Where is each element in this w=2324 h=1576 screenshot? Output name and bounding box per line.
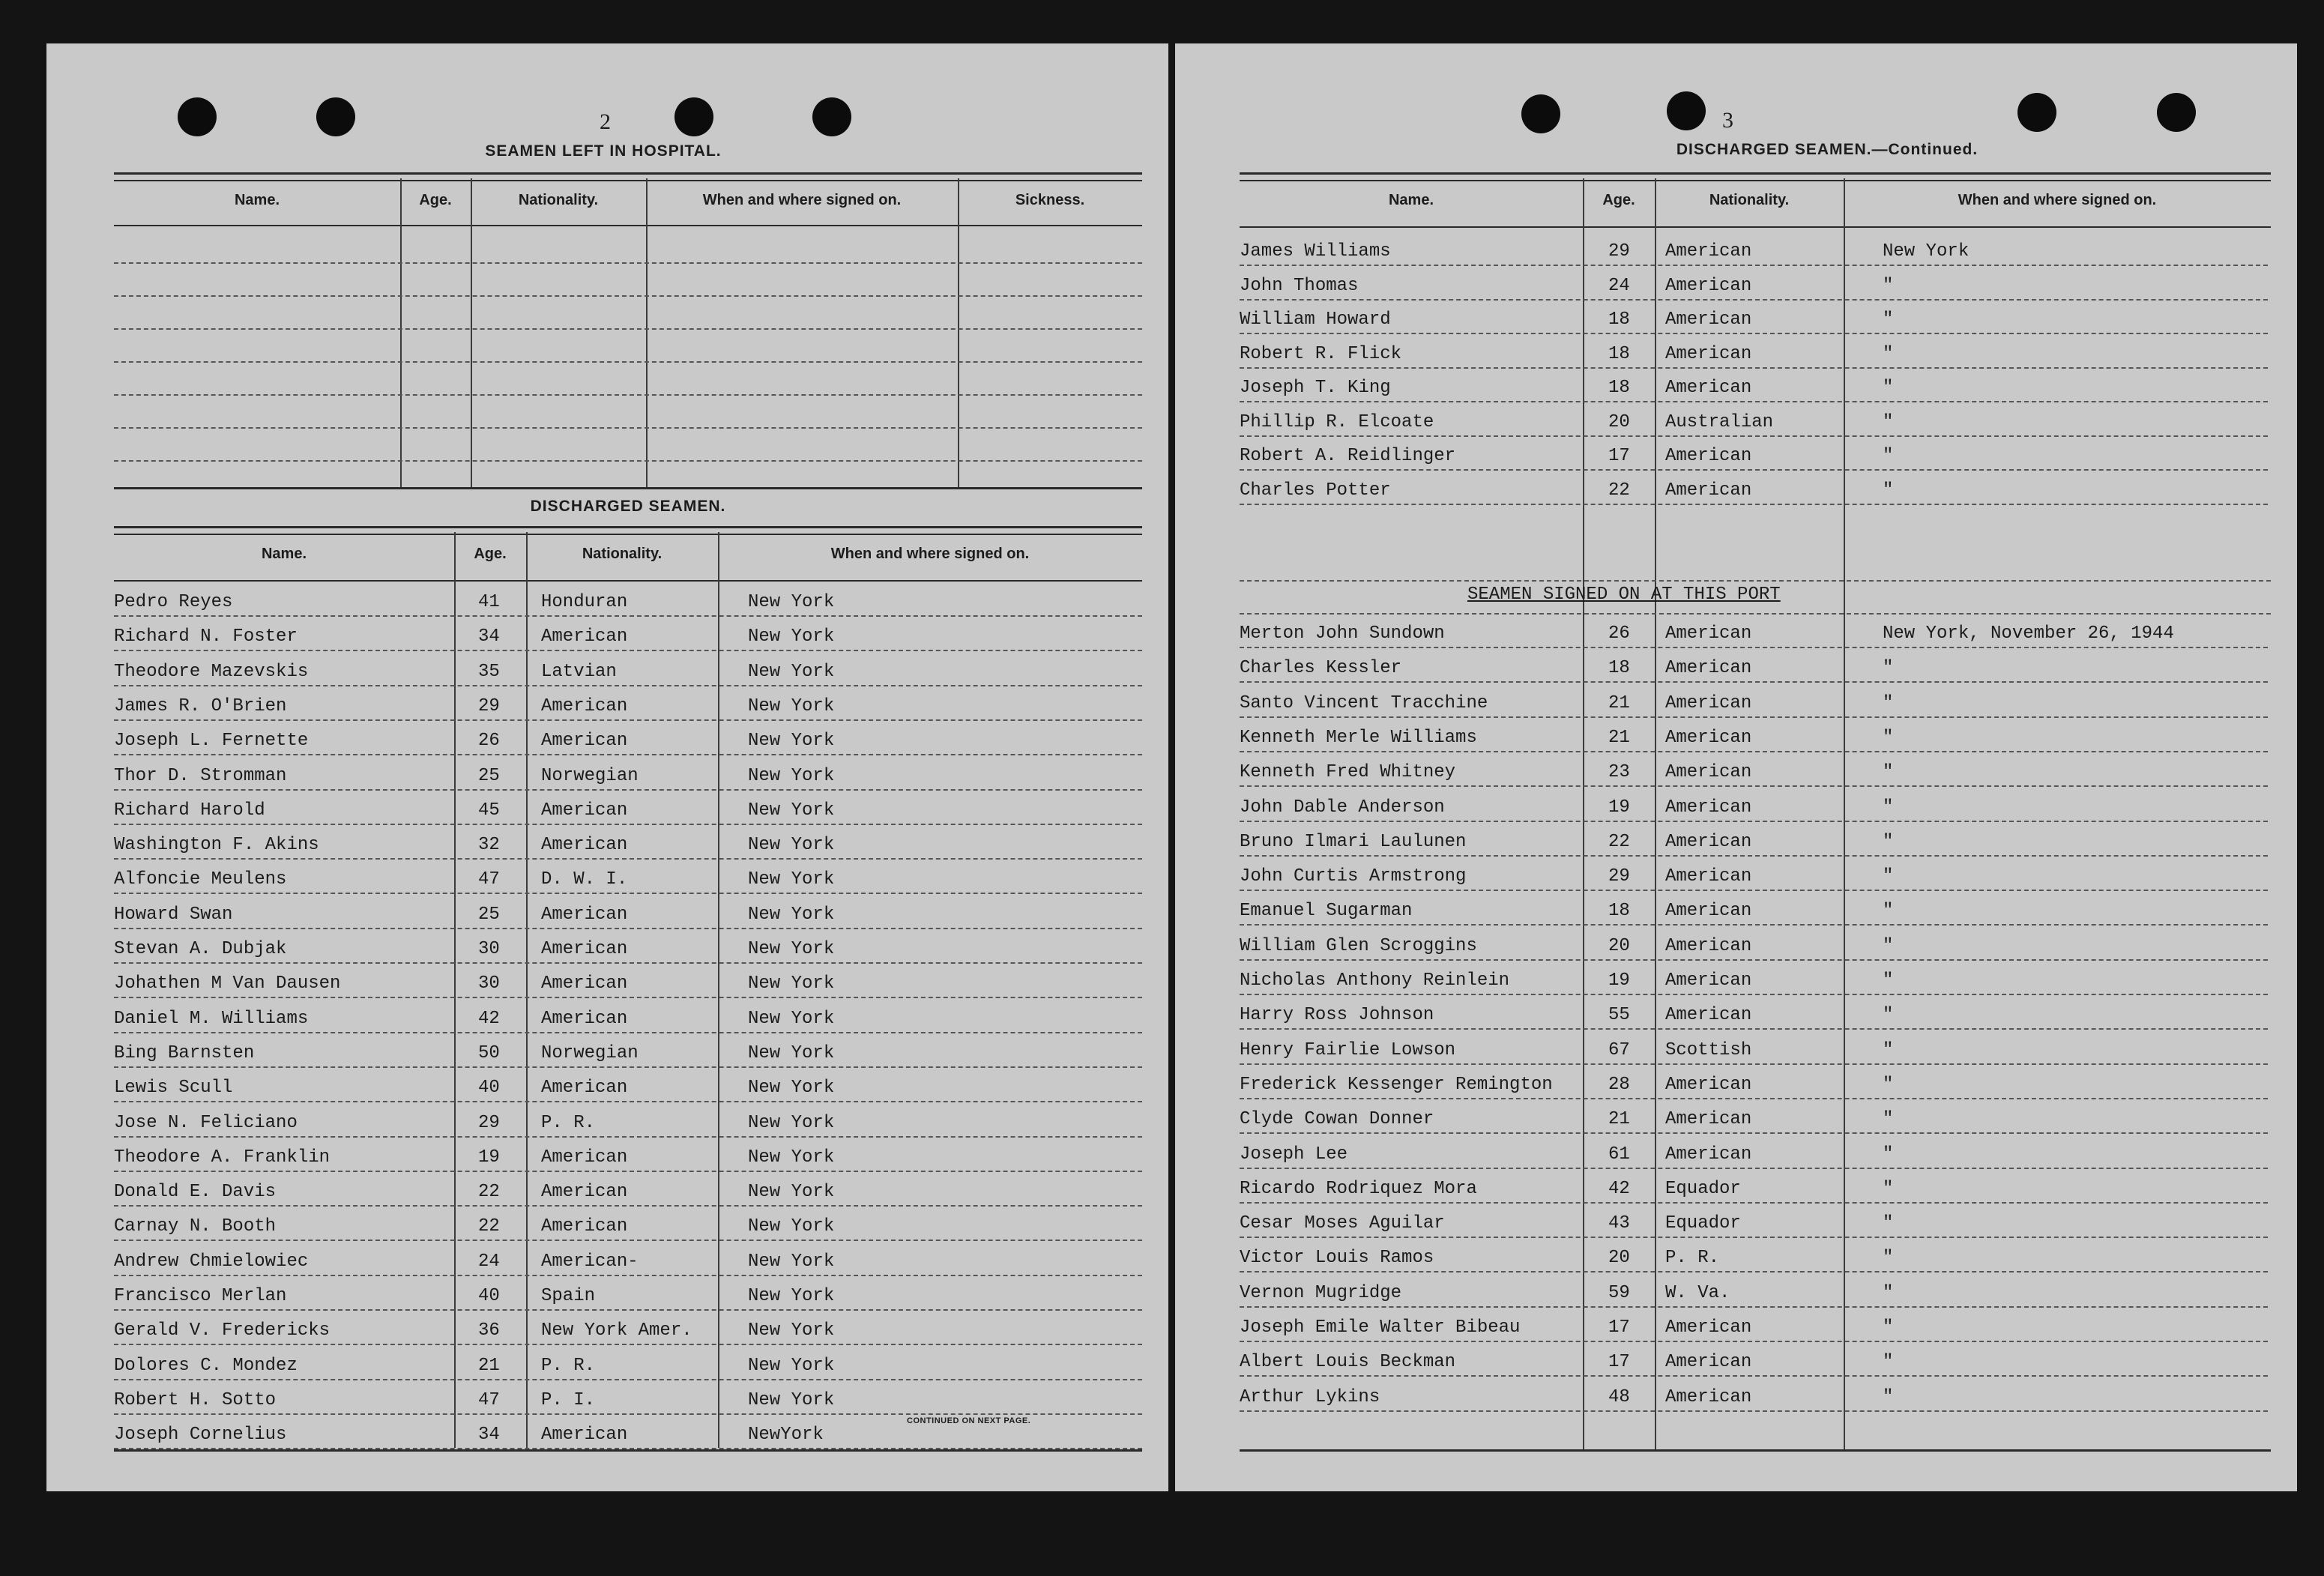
- seaman-age: 17: [1608, 446, 1630, 466]
- seaman-age: 36: [478, 1320, 500, 1341]
- seaman-nationality: American: [1665, 658, 1752, 679]
- seaman-name: Joseph Lee: [1240, 1144, 1348, 1165]
- seaman-age: 61: [1608, 1144, 1630, 1165]
- seaman-age: 26: [478, 731, 500, 752]
- seaman-nationality: American: [1665, 241, 1752, 262]
- seaman-age: 40: [478, 1078, 500, 1099]
- seaman-age: 28: [1608, 1074, 1630, 1095]
- seaman-signed-on: ": [1883, 343, 1894, 364]
- seaman-nationality: American: [1665, 1109, 1752, 1130]
- page-number: 2: [600, 109, 611, 134]
- seaman-nationality: American: [1665, 935, 1752, 956]
- discharged-section-title: DISCHARGED SEAMEN.: [530, 498, 726, 515]
- seaman-nationality: American: [541, 973, 628, 994]
- seaman-age: 17: [1608, 1317, 1630, 1338]
- continued-header-age: Age.: [1602, 192, 1635, 208]
- seaman-age: 41: [478, 592, 500, 612]
- seaman-nationality: Australian: [1665, 411, 1774, 432]
- discharged-header-signed-on: When and where signed on.: [830, 546, 1030, 562]
- seaman-age: 67: [1608, 1039, 1630, 1060]
- seaman-name: Kenneth Merle Williams: [1240, 727, 1477, 748]
- seaman-nationality: Honduran: [541, 592, 628, 612]
- seaman-age: 17: [1608, 1352, 1630, 1373]
- seaman-signed-on: New York: [748, 1182, 835, 1203]
- seaman-age: 42: [1608, 1178, 1630, 1199]
- seaman-name: Albert Louis Beckman: [1240, 1352, 1456, 1373]
- seaman-signed-on: New York: [748, 800, 835, 821]
- seaman-nationality: Norwegian: [541, 765, 639, 786]
- seaman-signed-on: ": [1883, 727, 1894, 748]
- seaman-signed-on: ": [1883, 831, 1894, 852]
- seaman-signed-on: New York: [748, 869, 835, 890]
- seaman-age: 55: [1608, 1005, 1630, 1026]
- right-page: [1175, 43, 2297, 1491]
- seaman-name: Joseph Cornelius: [114, 1425, 287, 1446]
- seaman-age: 47: [478, 1389, 500, 1410]
- seaman-age: 21: [1608, 692, 1630, 713]
- seaman-signed-on: ": [1883, 275, 1894, 296]
- seaman-nationality: American-: [541, 1251, 639, 1272]
- seaman-age: 23: [1608, 762, 1630, 783]
- seaman-age: 50: [478, 1042, 500, 1063]
- seaman-signed-on: ": [1883, 1039, 1894, 1060]
- seaman-age: 42: [478, 1008, 500, 1029]
- seaman-nationality: Equador: [1665, 1178, 1741, 1199]
- seaman-signed-on: New York: [748, 1112, 835, 1133]
- seaman-signed-on: New York: [748, 592, 835, 612]
- seaman-signed-on: ": [1883, 480, 1894, 501]
- seaman-age: 25: [478, 904, 500, 925]
- seaman-name: Robert R. Flick: [1240, 343, 1402, 364]
- seaman-age: 45: [478, 800, 500, 821]
- seaman-name: Alfoncie Meulens: [114, 869, 287, 890]
- seaman-nationality: American: [541, 695, 628, 716]
- seaman-age: 20: [1608, 411, 1630, 432]
- seaman-name: Gerald V. Fredericks: [114, 1320, 331, 1341]
- seaman-signed-on: New York: [748, 1078, 835, 1099]
- seaman-name: Bing Barnsten: [114, 1042, 255, 1063]
- seaman-age: 29: [1608, 241, 1630, 262]
- seaman-name: Lewis Scull: [114, 1078, 233, 1099]
- seaman-signed-on: New York, November 26, 1944: [1883, 624, 2174, 644]
- seaman-signed-on: ": [1883, 901, 1894, 922]
- seaman-name: Howard Swan: [114, 904, 233, 925]
- seaman-name: Joseph T. King: [1240, 378, 1391, 398]
- seaman-age: 35: [478, 661, 500, 682]
- seaman-age: 59: [1608, 1282, 1630, 1303]
- seaman-age: 22: [1608, 480, 1630, 501]
- seaman-name: Charles Potter: [1240, 480, 1391, 501]
- seaman-age: 21: [1608, 1109, 1630, 1130]
- seaman-signed-on: ": [1883, 1213, 1894, 1234]
- seaman-nationality: Equador: [1665, 1213, 1741, 1234]
- seaman-name: Daniel M. Williams: [114, 1008, 309, 1029]
- seaman-age: 24: [1608, 275, 1630, 296]
- seaman-signed-on: New York: [748, 904, 835, 925]
- seaman-nationality: New York Amer.: [541, 1320, 692, 1341]
- seaman-signed-on: ": [1883, 1144, 1894, 1165]
- seaman-age: 29: [478, 695, 500, 716]
- seaman-signed-on: New York: [748, 765, 835, 786]
- seaman-name: Cesar Moses Aguilar: [1240, 1213, 1445, 1234]
- seaman-signed-on: New York: [748, 1147, 835, 1168]
- seaman-name: Charles Kessler: [1240, 658, 1402, 679]
- seaman-nationality: P. R.: [541, 1355, 596, 1376]
- seaman-signed-on: ": [1883, 935, 1894, 956]
- seaman-signed-on: ": [1883, 378, 1894, 398]
- seaman-age: 40: [478, 1286, 500, 1306]
- seaman-nationality: American: [1665, 1005, 1752, 1026]
- seaman-nationality: American: [1665, 1317, 1752, 1338]
- seaman-nationality: American: [1665, 1144, 1752, 1165]
- seaman-name: Bruno Ilmari Laulunen: [1240, 831, 1467, 852]
- seaman-nationality: American: [1665, 866, 1752, 887]
- seaman-age: 18: [1608, 901, 1630, 922]
- continued-header-nationality: Nationality.: [1709, 192, 1790, 208]
- punch-hole: [178, 97, 217, 136]
- punch-hole: [812, 97, 851, 136]
- seaman-name: Vernon Mugridge: [1240, 1282, 1402, 1303]
- seaman-name: James Williams: [1240, 241, 1391, 262]
- seaman-name: Arthur Lykins: [1240, 1386, 1380, 1407]
- punch-hole: [2157, 93, 2196, 132]
- seaman-signed-on: New York: [748, 973, 835, 994]
- seaman-signed-on: New York: [748, 1216, 835, 1237]
- seaman-signed-on: New York: [748, 1008, 835, 1029]
- seaman-nationality: American: [1665, 762, 1752, 783]
- seaman-nationality: American: [541, 731, 628, 752]
- seaman-name: Joseph L. Fernette: [114, 731, 309, 752]
- hospital-header-nationality: Nationality.: [518, 192, 599, 208]
- seaman-name: Robert H. Sotto: [114, 1389, 277, 1410]
- seaman-age: 22: [1608, 831, 1630, 852]
- seaman-nationality: Norwegian: [541, 1042, 639, 1063]
- punch-hole: [674, 97, 713, 136]
- seaman-signed-on: New York: [748, 1042, 835, 1063]
- seaman-age: 29: [478, 1112, 500, 1133]
- seaman-age: 18: [1608, 658, 1630, 679]
- seaman-name: Harry Ross Johnson: [1240, 1005, 1434, 1026]
- seaman-signed-on: New York: [1883, 241, 1970, 262]
- seaman-signed-on: New York: [748, 731, 835, 752]
- punch-hole: [2017, 93, 2056, 132]
- seaman-nationality: American: [1665, 275, 1752, 296]
- seaman-age: 18: [1608, 343, 1630, 364]
- seaman-signed-on: ": [1883, 1074, 1894, 1095]
- seaman-nationality: American: [541, 1147, 628, 1168]
- seaman-signed-on: New York: [748, 661, 835, 682]
- seaman-age: 22: [478, 1216, 500, 1237]
- seaman-age: 21: [478, 1355, 500, 1376]
- seaman-age: 48: [1608, 1386, 1630, 1407]
- continued-note: CONTINUED ON NEXT PAGE.: [907, 1416, 1031, 1425]
- seaman-signed-on: New York: [748, 835, 835, 856]
- seaman-nationality: American: [1665, 1352, 1752, 1373]
- seaman-name: Henry Fairlie Lowson: [1240, 1039, 1456, 1060]
- seaman-name: Donald E. Davis: [114, 1182, 277, 1203]
- seaman-name: Richard Harold: [114, 800, 265, 821]
- seaman-name: Kenneth Fred Whitney: [1240, 762, 1456, 783]
- seaman-nationality: American: [1665, 378, 1752, 398]
- seaman-name: Robert A. Reidlinger: [1240, 446, 1456, 466]
- seaman-name: John Dable Anderson: [1240, 797, 1445, 818]
- seaman-name: Johathen M Van Dausen: [114, 973, 341, 994]
- seaman-nationality: American: [1665, 446, 1752, 466]
- seaman-nationality: D. W. I.: [541, 869, 628, 890]
- seaman-age: 29: [1608, 866, 1630, 887]
- seaman-age: 19: [1608, 797, 1630, 818]
- seaman-nationality: W. Va.: [1665, 1282, 1730, 1303]
- seaman-name: Washington F. Akins: [114, 835, 319, 856]
- seaman-name: Richard N. Foster: [114, 627, 298, 647]
- seaman-signed-on: ": [1883, 1109, 1894, 1130]
- seaman-signed-on: New York: [748, 627, 835, 647]
- seaman-name: Stevan A. Dubjak: [114, 939, 287, 959]
- seaman-age: 26: [1608, 624, 1630, 644]
- seaman-nationality: American: [541, 1425, 628, 1446]
- seaman-signed-on: ": [1883, 866, 1894, 887]
- punch-hole: [316, 97, 355, 136]
- seaman-name: Frederick Kessenger Remington: [1240, 1074, 1553, 1095]
- seaman-age: 30: [478, 973, 500, 994]
- seaman-signed-on: New York: [748, 939, 835, 959]
- punch-hole: [1667, 91, 1706, 130]
- discharged-header-age: Age.: [474, 546, 507, 562]
- seaman-signed-on: ": [1883, 1248, 1894, 1269]
- seaman-nationality: American: [541, 1078, 628, 1099]
- seaman-name: John Thomas: [1240, 275, 1359, 296]
- seaman-age: 47: [478, 869, 500, 890]
- seaman-signed-on: New York: [748, 1286, 835, 1306]
- seaman-signed-on: New York: [748, 1251, 835, 1272]
- seaman-nationality: American: [541, 835, 628, 856]
- seaman-name: Phillip R. Elcoate: [1240, 411, 1434, 432]
- seaman-signed-on: ": [1883, 1282, 1894, 1303]
- seaman-age: 18: [1608, 310, 1630, 330]
- seaman-signed-on: ": [1883, 446, 1894, 466]
- seaman-signed-on: New York: [748, 1355, 835, 1376]
- seaman-nationality: American: [541, 904, 628, 925]
- seaman-nationality: American: [1665, 901, 1752, 922]
- continued-header-signed-on: When and where signed on.: [1958, 192, 2157, 208]
- seaman-signed-on: ": [1883, 970, 1894, 991]
- hospital-section-title: SEAMEN LEFT IN HOSPITAL.: [485, 142, 722, 160]
- seaman-nationality: American: [1665, 831, 1752, 852]
- seaman-nationality: American: [541, 627, 628, 647]
- seaman-name: Pedro Reyes: [114, 592, 233, 612]
- seaman-nationality: American: [541, 1182, 628, 1203]
- punch-hole: [1521, 94, 1560, 133]
- continued-section-title: DISCHARGED SEAMEN.—Continued.: [1676, 141, 1979, 158]
- seaman-nationality: American: [1665, 624, 1752, 644]
- seaman-nationality: American: [1665, 797, 1752, 818]
- seaman-name: Carnay N. Booth: [114, 1216, 277, 1237]
- seaman-signed-on: ": [1883, 310, 1894, 330]
- seaman-nationality: American: [541, 1216, 628, 1237]
- seaman-name: Emanuel Sugarman: [1240, 901, 1413, 922]
- seaman-age: 22: [478, 1182, 500, 1203]
- seaman-name: Theodore Mazevskis: [114, 661, 309, 682]
- seaman-nationality: American: [1665, 343, 1752, 364]
- seaman-name: Jose N. Feliciano: [114, 1112, 298, 1133]
- seaman-signed-on: ": [1883, 692, 1894, 713]
- seaman-signed-on: NewYork: [748, 1425, 824, 1446]
- seaman-age: 25: [478, 765, 500, 786]
- page-number: 3: [1722, 108, 1733, 133]
- seaman-signed-on: ": [1883, 411, 1894, 432]
- seaman-signed-on: New York: [748, 1389, 835, 1410]
- seaman-nationality: P. R.: [541, 1112, 596, 1133]
- discharged-header-name: Name.: [261, 546, 307, 562]
- seaman-age: 30: [478, 939, 500, 959]
- seaman-name: Merton John Sundown: [1240, 624, 1445, 644]
- seaman-signed-on: ": [1883, 1317, 1894, 1338]
- seaman-signed-on: ": [1883, 658, 1894, 679]
- continued-header-name: Name.: [1388, 192, 1434, 208]
- seaman-name: Andrew Chmielowiec: [114, 1251, 309, 1272]
- seaman-age: 34: [478, 1425, 500, 1446]
- seaman-name: Nicholas Anthony Reinlein: [1240, 970, 1510, 991]
- seaman-nationality: P. I.: [541, 1389, 596, 1410]
- seaman-name: Theodore A. Franklin: [114, 1147, 331, 1168]
- seaman-nationality: American: [1665, 1074, 1752, 1095]
- seaman-nationality: Latvian: [541, 661, 617, 682]
- seaman-age: 24: [478, 1251, 500, 1272]
- seaman-age: 20: [1608, 935, 1630, 956]
- signed-on-subheading: SEAMEN SIGNED ON AT THIS PORT: [1467, 585, 1781, 605]
- seaman-name: William Howard: [1240, 310, 1391, 330]
- seaman-name: Dolores C. Mondez: [114, 1355, 298, 1376]
- seaman-signed-on: ": [1883, 1352, 1894, 1373]
- seaman-nationality: American: [541, 1008, 628, 1029]
- seaman-nationality: American: [541, 939, 628, 959]
- seaman-name: Ricardo Rodriquez Mora: [1240, 1178, 1477, 1199]
- seaman-name: James R. O'Brien: [114, 695, 287, 716]
- seaman-nationality: American: [1665, 970, 1752, 991]
- seaman-name: Joseph Emile Walter Bibeau: [1240, 1317, 1521, 1338]
- hospital-header-age: Age.: [419, 192, 452, 208]
- hospital-header-sickness: Sickness.: [1015, 192, 1085, 208]
- seaman-signed-on: New York: [748, 695, 835, 716]
- left-page: [46, 43, 1168, 1491]
- seaman-nationality: American: [1665, 480, 1752, 501]
- seaman-signed-on: New York: [748, 1320, 835, 1341]
- seaman-age: 21: [1608, 727, 1630, 748]
- seaman-age: 43: [1608, 1213, 1630, 1234]
- seaman-signed-on: ": [1883, 1005, 1894, 1026]
- seaman-name: Victor Louis Ramos: [1240, 1248, 1434, 1269]
- seaman-name: Clyde Cowan Donner: [1240, 1109, 1434, 1130]
- seaman-name: Francisco Merlan: [114, 1286, 287, 1306]
- hospital-header-name: Name.: [234, 192, 280, 208]
- seaman-age: 18: [1608, 378, 1630, 398]
- seaman-signed-on: ": [1883, 797, 1894, 818]
- seaman-name: Thor D. Stromman: [114, 765, 287, 786]
- discharged-header-nationality: Nationality.: [582, 546, 663, 562]
- seaman-nationality: Spain: [541, 1286, 596, 1306]
- seaman-nationality: American: [541, 800, 628, 821]
- seaman-nationality: Scottish: [1665, 1039, 1752, 1060]
- seaman-nationality: American: [1665, 727, 1752, 748]
- seaman-age: 19: [478, 1147, 500, 1168]
- seaman-age: 34: [478, 627, 500, 647]
- seaman-name: William Glen Scroggins: [1240, 935, 1477, 956]
- seaman-nationality: American: [1665, 1386, 1752, 1407]
- seaman-name: Santo Vincent Tracchine: [1240, 692, 1488, 713]
- hospital-header-signed-on: When and where signed on.: [702, 192, 902, 208]
- seaman-nationality: American: [1665, 692, 1752, 713]
- seaman-age: 32: [478, 835, 500, 856]
- seaman-name: John Curtis Armstrong: [1240, 866, 1467, 887]
- seaman-signed-on: ": [1883, 1178, 1894, 1199]
- seaman-age: 19: [1608, 970, 1630, 991]
- seaman-nationality: P. R.: [1665, 1248, 1720, 1269]
- seaman-nationality: American: [1665, 310, 1752, 330]
- seaman-signed-on: ": [1883, 762, 1894, 783]
- seaman-signed-on: ": [1883, 1386, 1894, 1407]
- seaman-age: 20: [1608, 1248, 1630, 1269]
